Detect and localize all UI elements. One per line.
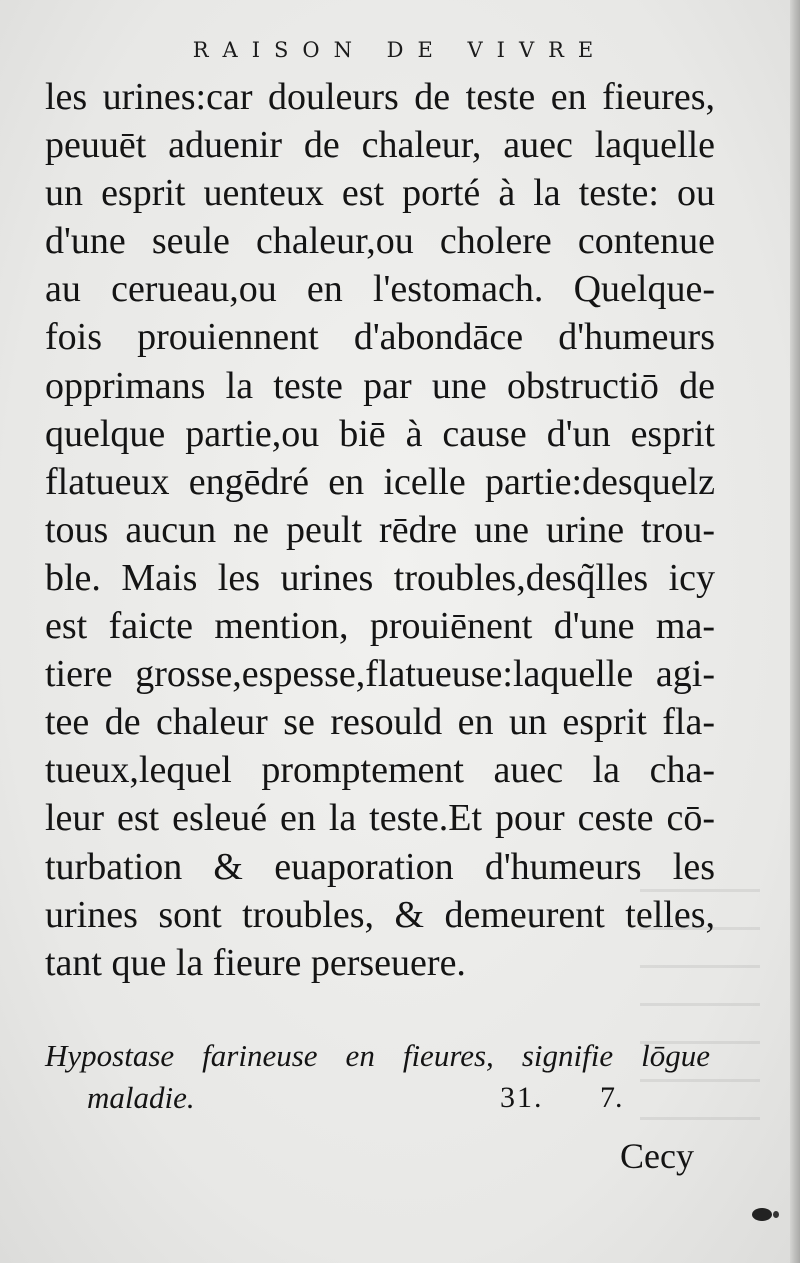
text-line: opprimans la teste par une obstructiō de	[45, 364, 715, 407]
text-line: tueux,lequel promptement auec la cha-	[45, 749, 715, 792]
text-line: ble. Mais les urines troubles,desq̃lles icy	[45, 556, 715, 599]
text-line: turbation & euaporation d'humeurs les	[45, 845, 715, 888]
text-line: peuuēt aduenir de chaleur, auec laquelle	[45, 124, 715, 167]
text-line: les urines:car douleurs de teste en fieures,	[45, 76, 715, 118]
body-text	[45, 73, 715, 987]
catchword: Cecy	[620, 1136, 694, 1176]
text-line: tous aucun ne peult rēdre une urine trou-	[45, 508, 715, 551]
ink-speck	[752, 1208, 772, 1221]
page-edge-shadow	[790, 0, 800, 1263]
text-line: au cerueau,ou en l'estomach. Quelque-	[45, 268, 715, 311]
text-line: urines sont troubles, & demeurent telles,	[45, 893, 715, 936]
note-line: Hypostase farineuse en fieures, signifie lōgue	[45, 1038, 710, 1073]
text-line: est faicte mention, prouiēnent d'une ma-	[45, 605, 715, 648]
running-head: RAISON DE VIVRE	[192, 38, 608, 62]
text-line: leur est esleué en la teste.Et pour ceste cō-	[45, 797, 715, 840]
note-line-with-reference	[45, 1077, 710, 1119]
marginal-note	[45, 1035, 710, 1119]
text-line: fois prouiennent d'abondāce d'humeurs	[45, 316, 715, 359]
text-line: tee de chaleur se resould en un esprit fla-	[45, 701, 715, 744]
note-line: maladie.	[87, 1080, 195, 1115]
text-line: quelque partie,ou biē à cause d'un esprit	[45, 412, 715, 455]
text-line: tiere grosse,espesse,flatueuse:laquelle agi-	[45, 653, 715, 696]
text-line: un esprit uenteux est porté à la teste: ou	[45, 172, 715, 215]
ink-speck	[773, 1211, 779, 1218]
text-line-last: tant que la fieure perseuere.	[45, 941, 466, 984]
reference-number: 31.	[500, 1081, 544, 1114]
text-line: flatueux engēdré en icelle partie:desquelz	[45, 460, 715, 503]
text-line: d'une seule chaleur,ou cholere contenue	[45, 220, 715, 263]
reference-subnumber: 7.	[600, 1081, 623, 1114]
